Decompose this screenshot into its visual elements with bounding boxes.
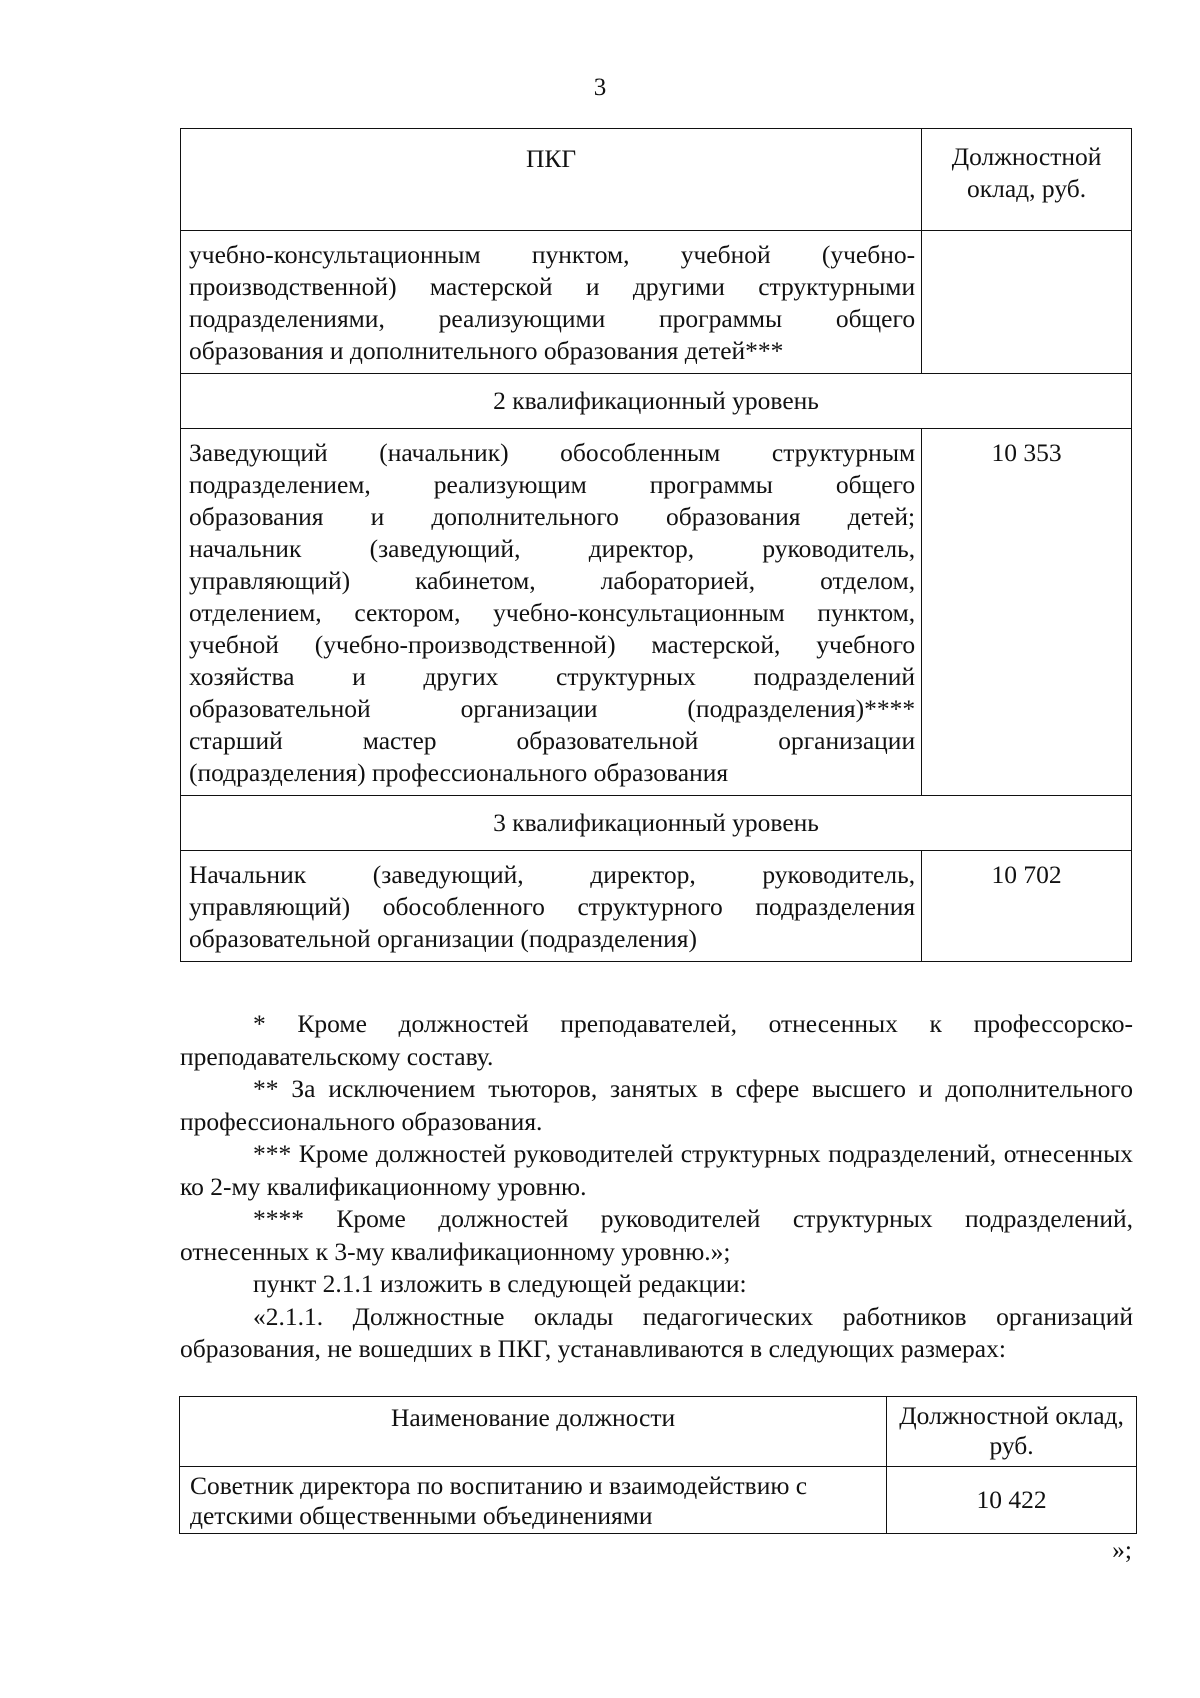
paragraph-instruction: пункт 2.1.1 изложить в следующей редакции: [253, 1269, 747, 1298]
table-header-row [181, 129, 1132, 231]
level-2-salary: 10 353 [922, 429, 1132, 796]
position-line: управляющий) обособленного структурного подразделения [189, 892, 916, 921]
level-3-salary: 10 702 [922, 851, 1132, 962]
position-line: образовательной организации (подразделения)**** [189, 694, 916, 723]
table-row [181, 429, 1132, 796]
empty-salary-cell [922, 231, 1132, 374]
level-2-positions-cell [181, 429, 922, 796]
position-name-cell: Советник директора по воспитанию и взаимодействию с детскими общественными объединениями [180, 1467, 887, 1534]
position-line: хозяйства и других структурных подразделений [189, 662, 916, 691]
position-line: образовательной организации (подразделения) [189, 924, 697, 953]
header-position-name: Наименование должности [180, 1397, 887, 1467]
closing-quote: »; [1112, 1535, 1132, 1564]
cont-line: учебно-консультационным пунктом, учебной (учебно- [189, 240, 916, 269]
table-row [180, 1467, 1137, 1534]
table-row [181, 231, 1132, 374]
position-line: старший мастер образовательной организации [189, 726, 916, 755]
position-line: учебной (учебно-производственной) мастерской, учебного [189, 630, 916, 659]
position-line: управляющий) кабинетом, лабораторией, отделом, [189, 566, 916, 595]
table-row [181, 374, 1132, 429]
position-line: отделением, сектором, учебно-консультационным пунктом, [189, 598, 916, 627]
level-3-positions-cell [181, 851, 922, 962]
header-salary: Должностной оклад, руб. [922, 129, 1132, 231]
position-line: Начальник (заведующий, директор, руководитель, [189, 860, 916, 889]
position-line: подразделением, реализующим программы общего [189, 470, 916, 499]
position-line: (подразделения) профессионального образования [189, 758, 729, 787]
cont-line: производственной) мастерской и другими структурными [189, 272, 916, 301]
cont-line: подразделениями, реализующими программы общего [189, 304, 916, 333]
page-number: 3 [593, 74, 607, 101]
other-positions-table [179, 1396, 1137, 1534]
continued-position-cell [181, 231, 922, 374]
table-row [181, 796, 1132, 851]
position-line: образования и дополнительного образования детей; [189, 502, 916, 531]
table-row [181, 851, 1132, 962]
footnote-3: *** Кроме должностей руководителей структурных подразделений, отнесенных ко 2-му квалификационному уровню. [180, 1139, 1133, 1201]
header-pkg: ПКГ [181, 129, 922, 231]
position-salary-cell: 10 422 [887, 1467, 1137, 1534]
footnote-2: ** За исключением тьюторов, занятых в сфере высшего и дополнительного профессионального образования. [180, 1074, 1133, 1136]
footnote-1: * Кроме должностей преподавателей, отнесенных к профессорско-преподавательскому составу. [180, 1009, 1133, 1071]
header-salary: Должностной оклад, руб. [887, 1397, 1137, 1467]
pkg-salary-table [180, 128, 1132, 962]
level-3-title: 3 квалификационный уровень [181, 796, 1132, 851]
paragraph-2-1-1: «2.1.1. Должностные оклады педагогических работников организаций образования, не вошедших в ПКГ, устанавливаются в следующих размерах: [180, 1301, 1133, 1363]
position-line: Заведующий (начальник) обособленным структурным [189, 438, 916, 467]
footnote-4: **** Кроме должностей руководителей структурных подразделений, отнесенных к 3-му квалификационному уровню.»; [180, 1204, 1133, 1266]
position-line: начальник (заведующий, директор, руководитель, [189, 534, 916, 563]
footnotes-block [180, 1008, 1133, 1366]
level-2-title: 2 квалификационный уровень [181, 374, 1132, 429]
cont-line: образования и дополнительного образования детей*** [189, 336, 784, 365]
table-header-row [180, 1397, 1137, 1467]
